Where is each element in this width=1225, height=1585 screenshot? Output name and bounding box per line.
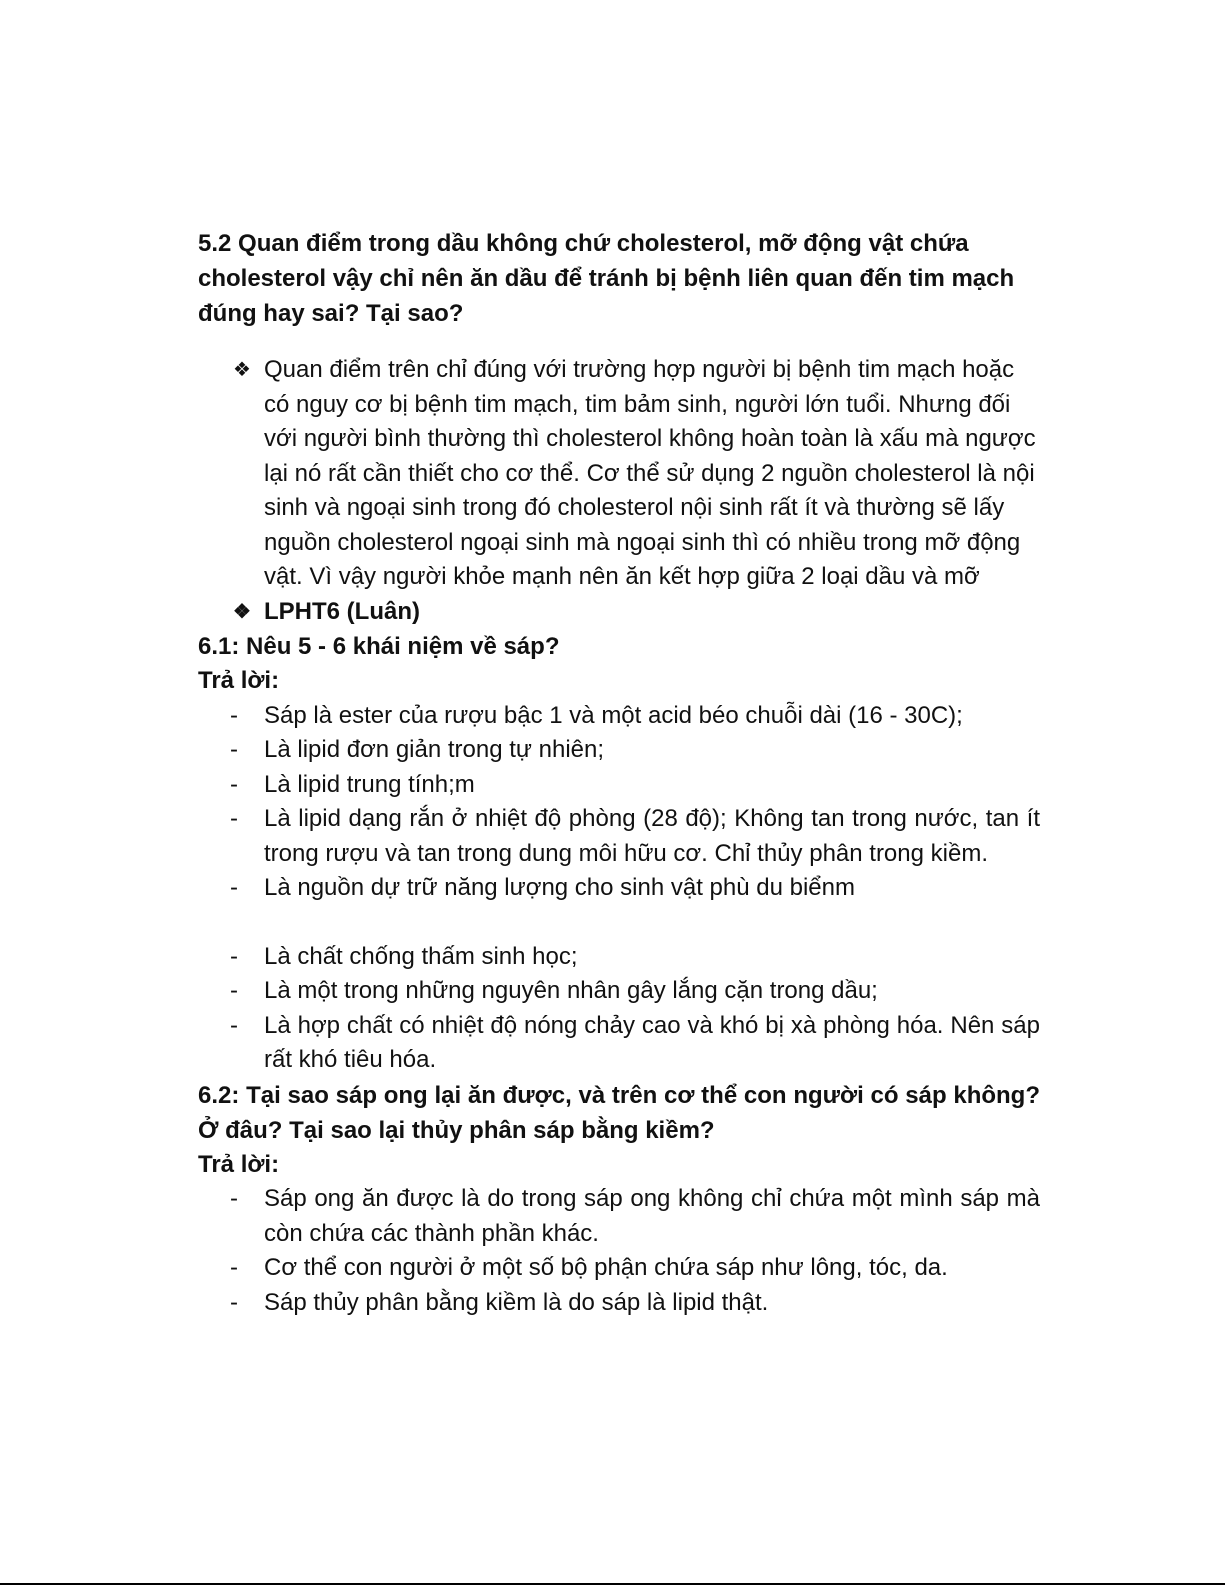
list-item: [198, 1286, 1040, 1321]
list-item: [198, 940, 1040, 975]
dash-bullet: -: [230, 1288, 238, 1316]
dash-bullet: -: [230, 977, 238, 1004]
question-5-2-heading: 5.2 Quan điểm trong dầu không chứ cholesterol, mỡ động vật chứa cholesterol vậy chỉ nên ăn dầu để tránh bị bệnh liên quan đến tim mạch đúng hay sai? Tại sao?: [198, 230, 1015, 327]
dash-bullet: -: [230, 1254, 238, 1281]
list-item-text: Là chất chống thấm sinh học;: [264, 942, 578, 970]
list-item-text: Là nguồn dự trữ năng lượng cho sinh vật phù du biểnm: [264, 874, 855, 901]
dash-bullet: -: [230, 736, 238, 763]
diamond-bullet-icon: ❖: [233, 600, 251, 623]
document-page: [198, 226, 1040, 1320]
dash-bullet: -: [230, 942, 238, 970]
list-item: [198, 871, 1040, 906]
list-item: [198, 1009, 1040, 1078]
question-5-2-answer-list: [198, 353, 1040, 629]
list-item-text: Sáp thủy phân bằng kiềm là do sáp là lipid thật.: [264, 1288, 769, 1316]
list-item-text: Là lipid đơn giản trong tự nhiên;: [264, 736, 605, 763]
list-item-text: Là hợp chất có nhiệt độ nóng chảy cao và khó bị xà phòng hóa. Nên sáp rất khó tiêu hóa.: [264, 1011, 1040, 1073]
question-6-1-answer-list: [198, 699, 1040, 1078]
answer-bullet: [198, 353, 1040, 595]
list-item-text: Sáp là ester của rượu bậc 1 và một acid béo chuỗi dài (16 - 30C);: [264, 701, 963, 729]
list-item-text: Là một trong những nguyên nhân gây lắng cặn trong dầu;: [264, 977, 878, 1004]
dash-bullet: -: [230, 1011, 238, 1039]
question-6-1-answer-label: Trả lời:: [198, 667, 280, 694]
blank-line: [198, 906, 1040, 940]
list-item-text: Sáp ong ăn được là do trong sáp ong không chỉ chứa một mình sáp mà còn chứa các thành phần khác.: [264, 1185, 1040, 1247]
question-6-2-answer-list: [198, 1182, 1040, 1320]
answer-text: Quan điểm trên chỉ đúng với trường hợp người bị bệnh tim mạch hoặc có nguy cơ bị bệnh tim mạch, tim bảm sinh, người lớn tuổi. Nhưng đối với người bình thường thì cholesterol không hoàn toàn là xấu mà ngược lại nó rất cần thiết cho cơ thể. Cơ thể sử dụng 2 nguồn cholesterol là nội sinh và ngoại sinh trong đó cholesterol nội sinh rất ít và thường sẽ lấy nguồn cholesterol ngoại sinh mà ngoại sinh thì có nhiều trong mỡ động vật. Vì vậy người khỏe mạnh nên ăn kết hợp giữa 2 loại dầu và mỡ: [264, 356, 1036, 590]
list-item: [198, 974, 1040, 1009]
diamond-bullet-icon: ❖: [233, 359, 251, 381]
list-item-text: Là lipid trung tính;m: [264, 770, 475, 798]
list-item: [198, 1251, 1040, 1286]
list-item: [198, 699, 1040, 734]
dash-bullet: -: [230, 770, 238, 798]
question-6-2-heading: 6.2: Tại sao sáp ong lại ăn được, và trên cơ thể con người có sáp không? Ở đâu? Tại sao lại thủy phân sáp bằng kiềm?: [198, 1081, 1040, 1144]
question-6-1-heading: 6.1: Nêu 5 - 6 khái niệm về sáp?: [198, 633, 560, 660]
dash-bullet: -: [230, 805, 238, 832]
section-label-bullet: [198, 595, 1040, 630]
question-6-2-answer-label: Trả lời:: [198, 1150, 280, 1178]
list-item: [198, 802, 1040, 871]
dash-bullet: -: [230, 874, 238, 901]
list-item-text: Là lipid dạng rắn ở nhiệt độ phòng (28 độ); Không tan trong nước, tan ít trong rượu và tan trong dung môi hữu cơ. Chỉ thủy phân trong kiềm.: [264, 805, 1040, 867]
section-label: LPHT6 (Luân): [264, 597, 420, 625]
list-item: [198, 1182, 1040, 1251]
list-item: [198, 733, 1040, 768]
list-item: [198, 768, 1040, 803]
dash-bullet: -: [230, 1185, 238, 1212]
dash-bullet: -: [230, 701, 238, 729]
list-item-text: Cơ thể con người ở một số bộ phận chứa sáp như lông, tóc, da.: [264, 1254, 948, 1281]
